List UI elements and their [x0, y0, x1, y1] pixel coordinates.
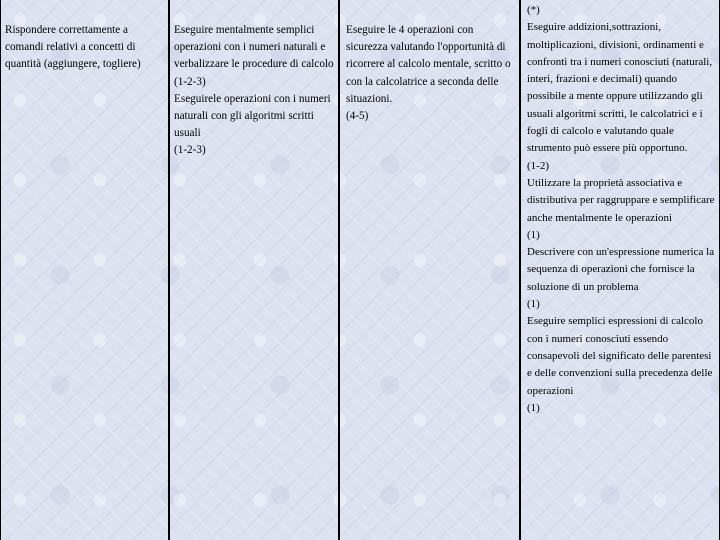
table-cell-column-2: Eseguire mentalmente semplici operazioni con i numeri naturali e verbalizzare le procedure di calcolo (1-2-3) Eseguirele operazioni con i numeri naturali con gli algoritmi scritti usuali (1-2-3)	[170, 0, 340, 540]
table-cell-column-1: Rispondere correttamente a comandi relativi a concetti di quantità (aggiungere, togliere)	[1, 0, 170, 540]
table-cell-column-3: Eseguire le 4 operazioni con sicurezza valutando l'opportunità di ricorrere al calcolo mentale, scritto o con la calcolatrice a seconda delle situazioni. (4-5)	[340, 0, 521, 540]
table-cell-column-4: (*) Eseguire addizioni,sottrazioni, moltiplicazioni, divisioni, ordinamenti e confronti tra i numeri conosciuti (naturali, interi, frazioni e decimali) quando possibile a mente oppure utilizzando gli usuali algoritmi scritti, le calcolatrici e i fogli di calcolo e valutando quale strumento può essere più opportuno. (1-2) Utilizzare la proprietà associativa e distributiva per raggruppare e semplificare anche mentalmente le operazioni (1) Descrivere con un'espressione numerica la sequenza di operazioni che fornisce la soluzione di un problema (1) Eseguire semplici espressioni di calcolo con i numeri conosciuti essendo consapevoli del significato delle parentesi e delle convenzioni sulla precedenza delle operazioni (1)	[527, 4, 715, 414]
